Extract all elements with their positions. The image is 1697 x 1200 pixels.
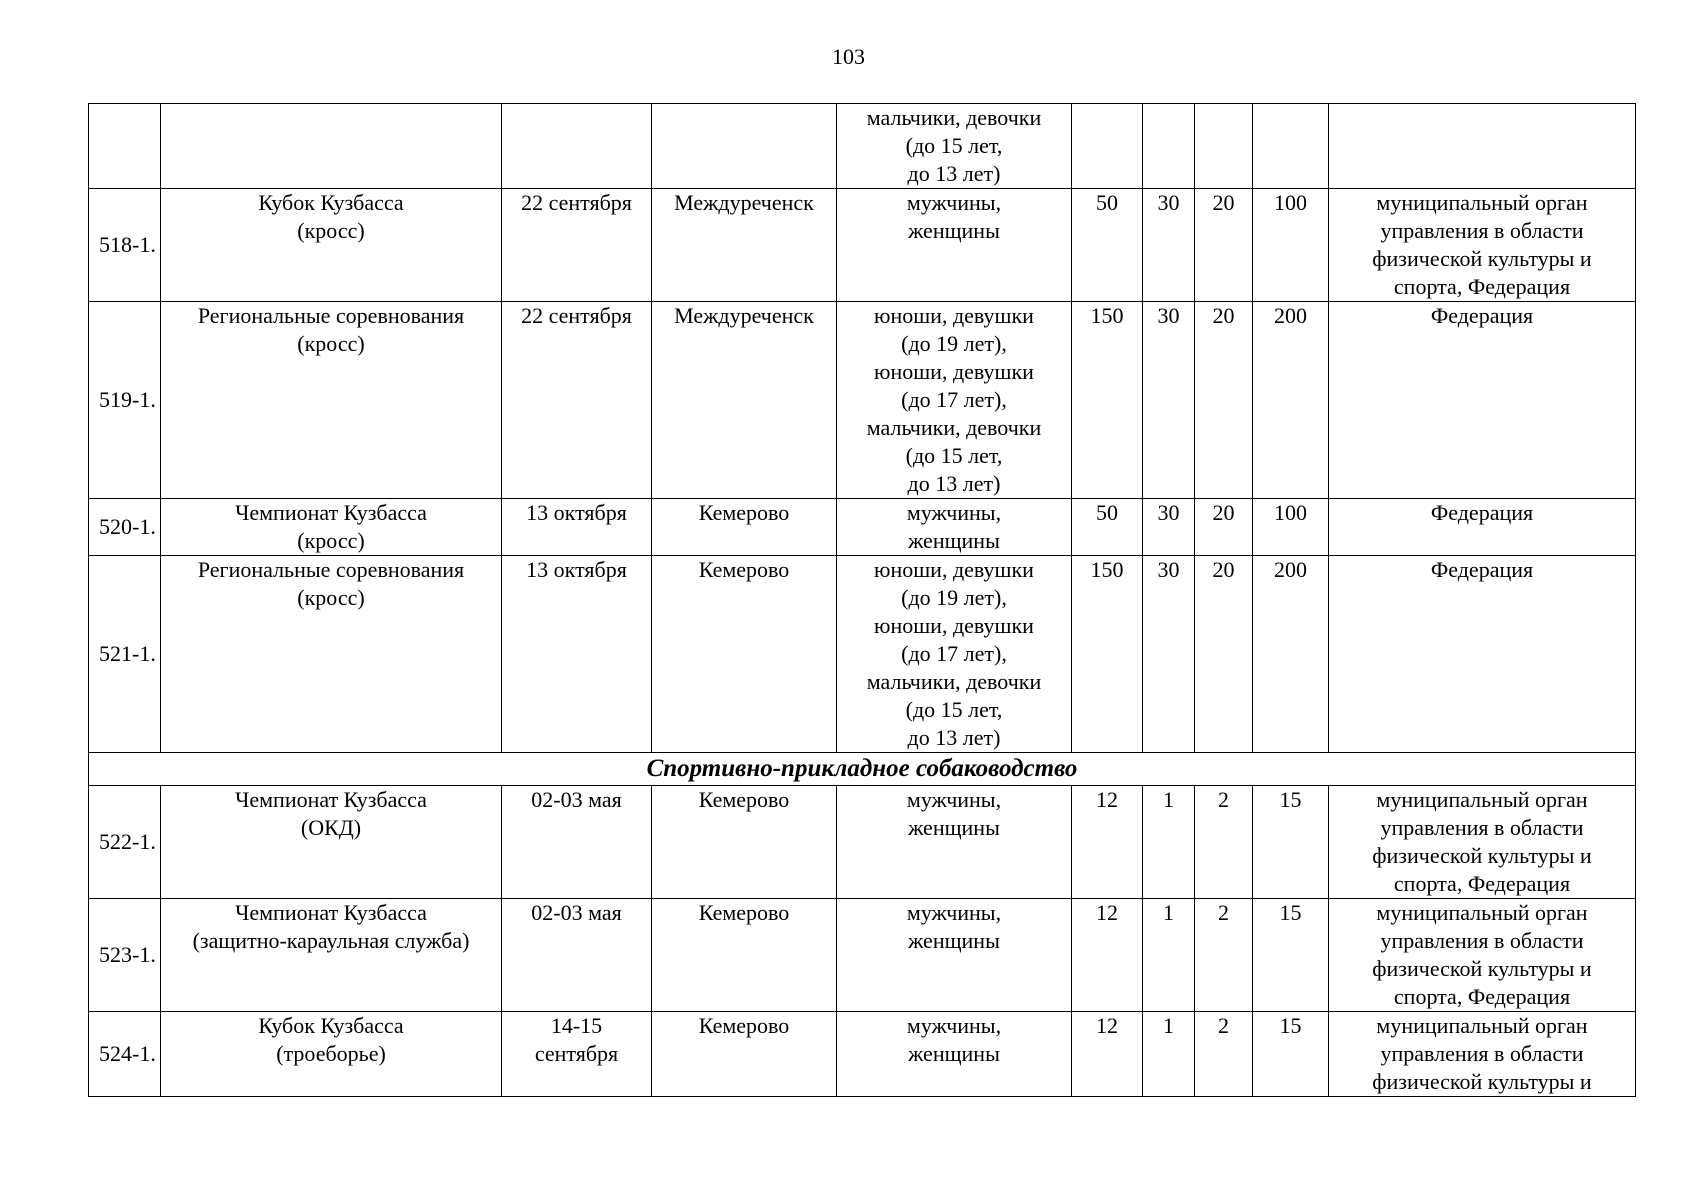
event-date-cell: 13 октября: [502, 556, 652, 753]
row-number-cell: 523-1.: [89, 899, 161, 1012]
organizer-cell: муниципальный орган управления в области физической культуры и: [1329, 1012, 1636, 1097]
event-place-cell: Кемерово: [652, 1012, 837, 1097]
count-participants-cell: [1072, 104, 1143, 189]
count-total-cell: 100: [1253, 189, 1329, 302]
table-row: [89, 1012, 1636, 1097]
count-participants-cell: 12: [1072, 1012, 1143, 1097]
count-total-cell: 100: [1253, 499, 1329, 556]
event-place-cell: Кемерово: [652, 899, 837, 1012]
participants-cell: мужчины, женщины: [837, 1012, 1072, 1097]
row-number-cell: 520-1.: [89, 499, 161, 556]
row-number-cell: 519-1.: [89, 302, 161, 499]
organizer-cell: муниципальный орган управления в области физической культуры и спорта, Федерация: [1329, 786, 1636, 899]
event-date-cell: 02-03 мая: [502, 786, 652, 899]
event-place-cell: [652, 104, 837, 189]
event-date-cell: 22 сентября: [502, 189, 652, 302]
page-number: 103: [832, 44, 865, 69]
section-title: Спортивно-прикладное собаководство: [89, 753, 1636, 786]
event-place-cell: Кемерово: [652, 556, 837, 753]
count-judges-cell: 20: [1195, 556, 1253, 753]
count-total-cell: 15: [1253, 1012, 1329, 1097]
event-place-cell: Междуреченск: [652, 302, 837, 499]
table-row: [89, 899, 1636, 1012]
count-participants-cell: 50: [1072, 499, 1143, 556]
count-participants-cell: 150: [1072, 556, 1143, 753]
count-total-cell: 200: [1253, 556, 1329, 753]
row-number-cell: 522-1.: [89, 786, 161, 899]
event-name-cell: Кубок Кузбасса (кросс): [161, 189, 502, 302]
event-name-cell: Чемпионат Кузбасса (ОКД): [161, 786, 502, 899]
count-coaches-cell: 1: [1143, 786, 1195, 899]
organizer-cell: муниципальный орган управления в области физической культуры и спорта, Федерация: [1329, 899, 1636, 1012]
event-date-cell: 14-15 сентября: [502, 1012, 652, 1097]
organizer-cell: Федерация: [1329, 302, 1636, 499]
count-judges-cell: 20: [1195, 302, 1253, 499]
table-row: [89, 104, 1636, 189]
count-total-cell: 200: [1253, 302, 1329, 499]
participants-cell: мужчины, женщины: [837, 786, 1072, 899]
event-name-cell: Чемпионат Кузбасса (защитно-караульная служба): [161, 899, 502, 1012]
count-coaches-cell: 1: [1143, 899, 1195, 1012]
count-coaches-cell: 30: [1143, 302, 1195, 499]
event-date-cell: 02-03 мая: [502, 899, 652, 1012]
count-participants-cell: 50: [1072, 189, 1143, 302]
organizer-cell: Федерация: [1329, 499, 1636, 556]
participants-cell: юноши, девушки (до 19 лет), юноши, девушки (до 17 лет), мальчики, девочки (до 15 лет, до 13 лет): [837, 302, 1072, 499]
table-row: [89, 499, 1636, 556]
event-place-cell: Междуреченск: [652, 189, 837, 302]
section-header-row: [89, 753, 1636, 786]
event-place-cell: Кемерово: [652, 499, 837, 556]
count-participants-cell: 150: [1072, 302, 1143, 499]
event-name-cell: Кубок Кузбасса (троеборье): [161, 1012, 502, 1097]
count-coaches-cell: 30: [1143, 499, 1195, 556]
event-place-cell: Кемерово: [652, 786, 837, 899]
row-number-cell: 521-1.: [89, 556, 161, 753]
count-coaches-cell: 30: [1143, 189, 1195, 302]
event-date-cell: 22 сентября: [502, 302, 652, 499]
organizer-cell: Федерация: [1329, 556, 1636, 753]
row-number-cell: 518-1.: [89, 189, 161, 302]
count-coaches-cell: 1: [1143, 1012, 1195, 1097]
event-name-cell: Чемпионат Кузбасса (кросс): [161, 499, 502, 556]
table-row: [89, 786, 1636, 899]
row-number-cell: [89, 104, 161, 189]
event-name-cell: [161, 104, 502, 189]
organizer-cell: [1329, 104, 1636, 189]
participants-cell: мужчины, женщины: [837, 899, 1072, 1012]
participants-cell: мужчины, женщины: [837, 499, 1072, 556]
count-coaches-cell: [1143, 104, 1195, 189]
count-judges-cell: 2: [1195, 1012, 1253, 1097]
table-row: [89, 302, 1636, 499]
event-name-cell: Региональные соревнования (кросс): [161, 302, 502, 499]
count-judges-cell: 2: [1195, 899, 1253, 1012]
count-judges-cell: 2: [1195, 786, 1253, 899]
participants-cell: мальчики, девочки (до 15 лет, до 13 лет): [837, 104, 1072, 189]
events-table-body: [89, 104, 1636, 1097]
count-judges-cell: [1195, 104, 1253, 189]
count-participants-cell: 12: [1072, 899, 1143, 1012]
row-number-cell: 524-1.: [89, 1012, 161, 1097]
participants-cell: мужчины, женщины: [837, 189, 1072, 302]
count-total-cell: [1253, 104, 1329, 189]
count-total-cell: 15: [1253, 786, 1329, 899]
event-name-cell: Региональные соревнования (кросс): [161, 556, 502, 753]
event-date-cell: [502, 104, 652, 189]
count-judges-cell: 20: [1195, 189, 1253, 302]
participants-cell: юноши, девушки (до 19 лет), юноши, девушки (до 17 лет), мальчики, девочки (до 15 лет, до 13 лет): [837, 556, 1072, 753]
event-date-cell: 13 октября: [502, 499, 652, 556]
count-coaches-cell: 30: [1143, 556, 1195, 753]
count-total-cell: 15: [1253, 899, 1329, 1012]
events-table: [88, 103, 1636, 1097]
table-row: [89, 189, 1636, 302]
organizer-cell: муниципальный орган управления в области физической культуры и спорта, Федерация: [1329, 189, 1636, 302]
count-participants-cell: 12: [1072, 786, 1143, 899]
count-judges-cell: 20: [1195, 499, 1253, 556]
table-row: [89, 556, 1636, 753]
